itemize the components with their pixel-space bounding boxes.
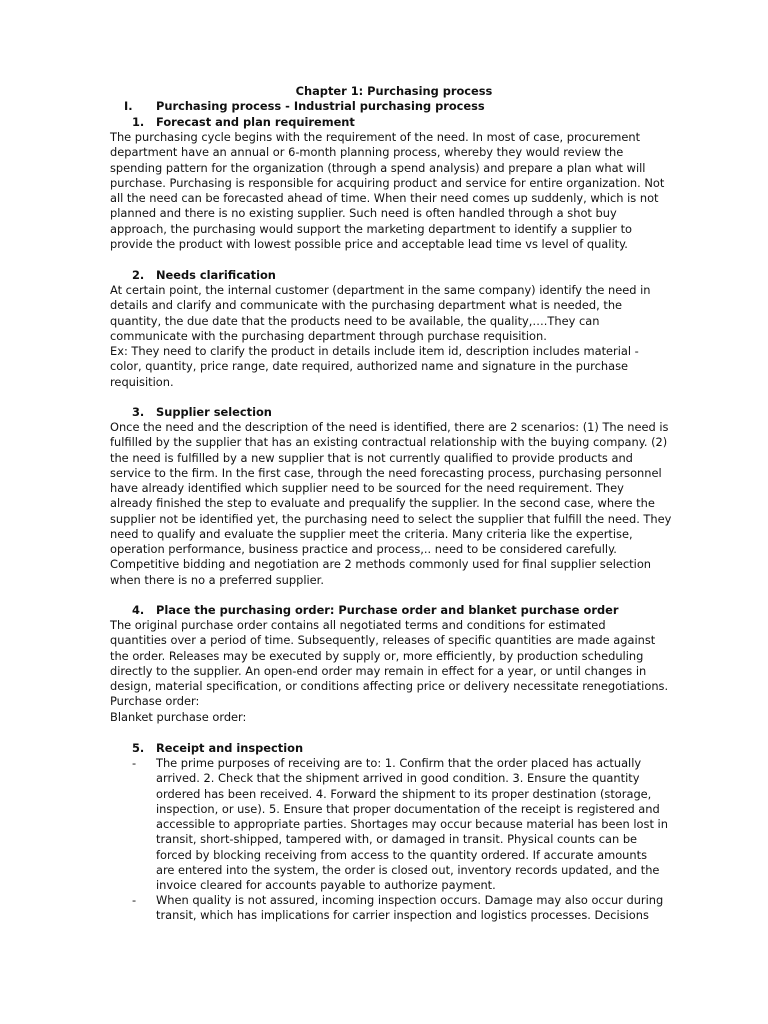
- section-1-heading: Forecast and plan requirement: [156, 115, 355, 129]
- section-1-paragraph: [110, 130, 684, 252]
- paragraph-line: Blanket purchase order:: [110, 709, 247, 724]
- paragraph-line: have already identified which supplier need to be sourced for the need requirement. They: [110, 481, 624, 495]
- section-3-heading: Supplier selection: [156, 405, 272, 419]
- paragraph-line: forced by blocking receiving from access to the quantity ordered. If accurate amounts: [156, 847, 648, 862]
- paragraph-line: purchase. Purchasing is responsible for acquiring product and service for entire organization. Not: [110, 175, 665, 190]
- paragraph-line: When quality is not assured, incoming inspection occurs. Damage may also occur during: [156, 893, 664, 907]
- part-heading: Purchasing process - Industrial purchasing process: [156, 99, 485, 113]
- paragraph-line: Ex: They need to clarify the product in details include item id, description includes material -: [110, 344, 639, 358]
- paragraph-line: provide the product with lowest possible price and acceptable lead time vs level of quality.: [110, 236, 628, 251]
- section-4-paragraph: [110, 618, 684, 725]
- section-4-number: 4.: [132, 603, 145, 617]
- paragraph-line: color, quantity, price range, date required, authorized name and signature in the purchase: [110, 359, 629, 374]
- paragraph-line: all the need can be forecasted ahead of time. When their need comes up suddenly, which is not: [110, 191, 659, 205]
- paragraph-line: At certain point, the internal customer (department in the same company) identify the need in: [110, 283, 651, 297]
- paragraph-line: service to the firm. In the first case, through the need forecasting process, purchasing personnel: [110, 465, 662, 480]
- paragraph-line: design, material specification, or conditions affecting price or delivery necessitate renegotiations.: [110, 679, 669, 693]
- paragraph-line: approach, the purchasing would support the marketing department to identify a supplier to: [110, 221, 632, 236]
- paragraph-line: communicate with the purchasing department through purchase requisition.: [110, 328, 547, 343]
- paragraph-line: details and clarify and communicate with the purchasing department what is needed, the: [110, 298, 623, 313]
- bullet-dash: -: [132, 756, 137, 770]
- paragraph-line: the need is fulfilled by a new supplier that is not currently qualified to provide products and: [110, 450, 633, 465]
- paragraph-line: transit, which has implications for carrier inspection and logistics processes. Decisions: [156, 908, 649, 923]
- bullet-item: [156, 893, 684, 924]
- paragraph-line: quantity, the due date that the products need to be available, the quality,….They can: [110, 313, 600, 328]
- paragraph-line: Purchase order:: [110, 694, 200, 709]
- paragraph-line: quantities over a period of time. Subsequently, releases of specific quantities are made against: [110, 633, 656, 648]
- section-5-number: 5.: [132, 741, 145, 755]
- paragraph-line: the order. Releases may be executed by supply or, more efficiently, by production scheduling: [110, 648, 644, 663]
- paragraph-line: planned and there is no existing supplier. Such need is often handled through a shot buy: [110, 206, 617, 221]
- paragraph-line: directly to the supplier. An open-end order may remain in effect for a year, or until changes in: [110, 663, 647, 678]
- part-numeral: I.: [124, 99, 133, 113]
- section-3-number: 3.: [132, 405, 145, 419]
- paragraph-line: supplier not be identified yet, the purchasing need to select the supplier that fulfill the need. They: [110, 511, 672, 526]
- paragraph-line: operation performance, business practice and process,.. need to be considered carefully.: [110, 542, 617, 556]
- paragraph-line: inspection, or use). 5. Ensure that proper documentation of the receipt is registered and: [156, 801, 660, 816]
- paragraph-line: spending pattern for the organization (through a spend analysis) and prepare a plan what will: [110, 160, 646, 175]
- bullet-dash: -: [132, 893, 137, 907]
- paragraph-line: invoice cleared for accounts payable to authorize payment.: [156, 878, 496, 892]
- paragraph-line: arrived. 2. Check that the shipment arrived in good condition. 3. Ensure the quantity: [156, 771, 640, 786]
- paragraph-line: Competitive bidding and negotiation are 2 methods commonly used for final supplier selection: [110, 557, 652, 572]
- paragraph-line: Once the need and the description of the need is identified, there are 2 scenarios: (1) The need is: [110, 420, 669, 434]
- section-2-heading: Needs clarification: [156, 268, 276, 282]
- paragraph-line: are entered into the system, the order is closed out, inventory records updated, and the: [156, 862, 660, 877]
- section-2-paragraph: [110, 283, 684, 390]
- paragraph-line: already finished the step to evaluate and prequalify the supplier. In the second case, where the: [110, 496, 655, 511]
- paragraph-line: fulfilled by the supplier that has an existing contractual relationship with the buying company. (2): [110, 435, 668, 450]
- paragraph-line: The prime purposes of receiving are to: 1. Confirm that the order placed has actually: [156, 756, 642, 770]
- section-5-heading: Receipt and inspection: [156, 741, 304, 755]
- paragraph-line: The original purchase order contains all negotiated terms and conditions for estimated: [110, 618, 606, 632]
- paragraph-line: need to qualify and evaluate the supplier meet the criteria. Many criteria like the expertise,: [110, 526, 633, 541]
- paragraph-line: department have an annual or 6-month planning process, whereby they would review the: [110, 145, 624, 160]
- section-1-number: 1.: [132, 115, 145, 129]
- paragraph-line: The purchasing cycle begins with the requirement of the need. In most of case, procurement: [110, 130, 641, 144]
- section-2-number: 2.: [132, 268, 145, 282]
- section-3-paragraph: [110, 420, 684, 588]
- bullet-item: [156, 756, 684, 893]
- paragraph-line: requisition.: [110, 374, 174, 389]
- paragraph-line: when there is no a preferred supplier.: [110, 572, 324, 587]
- paragraph-line: accessible to appropriate parties. Shortages may occur because material has been lost in: [156, 817, 668, 831]
- section-4-heading: Place the purchasing order: Purchase order and blanket purchase order: [156, 603, 619, 617]
- paragraph-line: ordered has been received. 4. Forward the shipment to its proper destination (storage,: [156, 786, 652, 801]
- chapter-title: Chapter 1: Purchasing process: [295, 84, 493, 98]
- paragraph-line: transit, short-shipped, tampered with, or damaged in transit. Physical counts can be: [156, 832, 638, 847]
